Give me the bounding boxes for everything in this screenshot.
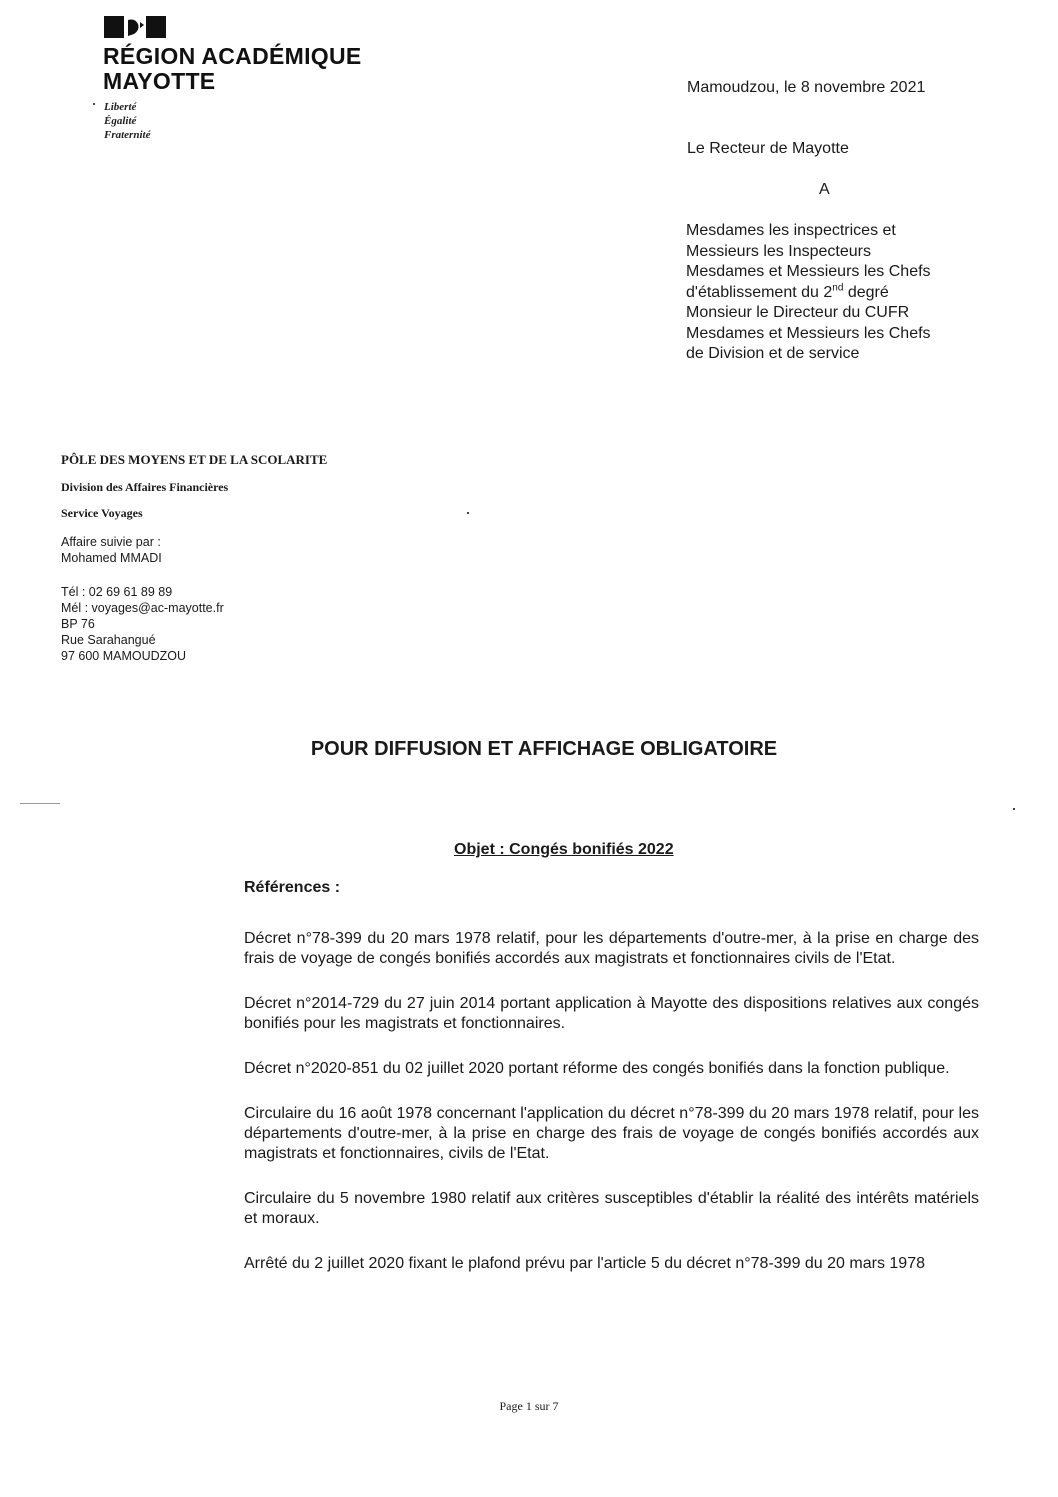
recipient-line: Mesdames et Messieurs les Chefs xyxy=(686,263,931,280)
scan-speck xyxy=(467,512,469,514)
service-name: Service Voyages xyxy=(61,506,143,520)
reference-item: Circulaire du 5 novembre 1980 relatif aux critères susceptibles d'établir la réalité des intérêts matériels et moraux. xyxy=(244,1190,979,1227)
reference-item: Circulaire du 16 août 1978 concernant l'application du décret n°78-399 du 20 mars 1978 relatif, pour les départements d'outre-mer, à la prise en charge des frais de voyage de congés bonifiés accordés aux magistrats et fonctionnaires, civils de l'Etat. xyxy=(244,1105,979,1162)
marianne-logo-icon xyxy=(104,16,166,38)
references-list xyxy=(244,929,979,1299)
division-name: Division des Affaires Financières xyxy=(61,480,229,494)
page-number: Page 1 sur 7 xyxy=(499,1399,559,1413)
to-marker: A xyxy=(819,181,830,198)
reference-item: Décret n°78-399 du 20 mars 1978 relatif, pour les départements d'outre-mer, à la prise en charge des frais de voyage de congés bonifiés accordés aux magistrats et fonctionnaires civils de l'Etat. xyxy=(244,930,979,967)
pole-heading: PÔLE DES MOYENS ET DE LA SCOLARITE xyxy=(61,452,328,467)
scan-speck xyxy=(1013,808,1015,810)
recipient-line: Monsieur le Directeur du CUFR xyxy=(686,304,910,321)
recipient-line: Messieurs les Inspecteurs xyxy=(686,242,871,260)
email-address: Mél : voyages@ac-mayotte.fr xyxy=(61,601,224,615)
region-title: RÉGION ACADÉMIQUE MAYOTTE xyxy=(103,43,362,94)
scan-speck xyxy=(20,803,60,804)
subject-line: Objet : Congés bonifiés 2022 xyxy=(454,841,674,858)
scan-speck xyxy=(93,103,95,105)
contact-details: Tél : 02 69 61 89 89 Mél : voyages@ac-mayotte.fr BP 76 Rue Sarahangué 97 600 MAMOUDZOU xyxy=(61,585,224,663)
reference-item: Arrêté du 2 juillet 2020 fixant le plafond prévu par l'article 5 du décret n°78-399 du 20 mars 1978 xyxy=(244,1255,925,1272)
letter-date: Mamoudzou, le 8 novembre 2021 xyxy=(687,79,926,96)
letter-sender: Le Recteur de Mayotte xyxy=(687,140,849,157)
recipient-line: d'établissement du 2nd degré xyxy=(686,282,889,301)
recipient-line: Mesdames et Messieurs les Chefs xyxy=(686,324,931,342)
reference-item: Décret n°2020-851 du 02 juillet 2020 portant réforme des congés bonifiés dans la fonction publique. xyxy=(244,1060,950,1077)
diffusion-banner: POUR DIFFUSION ET AFFICHAGE OBLIGATOIRE xyxy=(310,738,778,760)
phone-number: Tél : 02 69 61 89 89 xyxy=(61,585,173,599)
reference-item: Décret n°2014-729 du 27 juin 2014 portant application à Mayotte des dispositions relatives aux congés bonifiés pour les magistrats et fonctionnaires. xyxy=(244,995,979,1032)
recipient-line: Mesdames les inspectrices et xyxy=(686,222,896,239)
republic-motto: Liberté Égalité Fraternité xyxy=(104,101,151,141)
references-title: Références : xyxy=(244,879,341,896)
recipient-list xyxy=(686,221,931,365)
recipient-line: de Division et de service xyxy=(686,345,860,362)
followed-by: Affaire suivie par : Mohamed MMADI xyxy=(61,535,162,565)
